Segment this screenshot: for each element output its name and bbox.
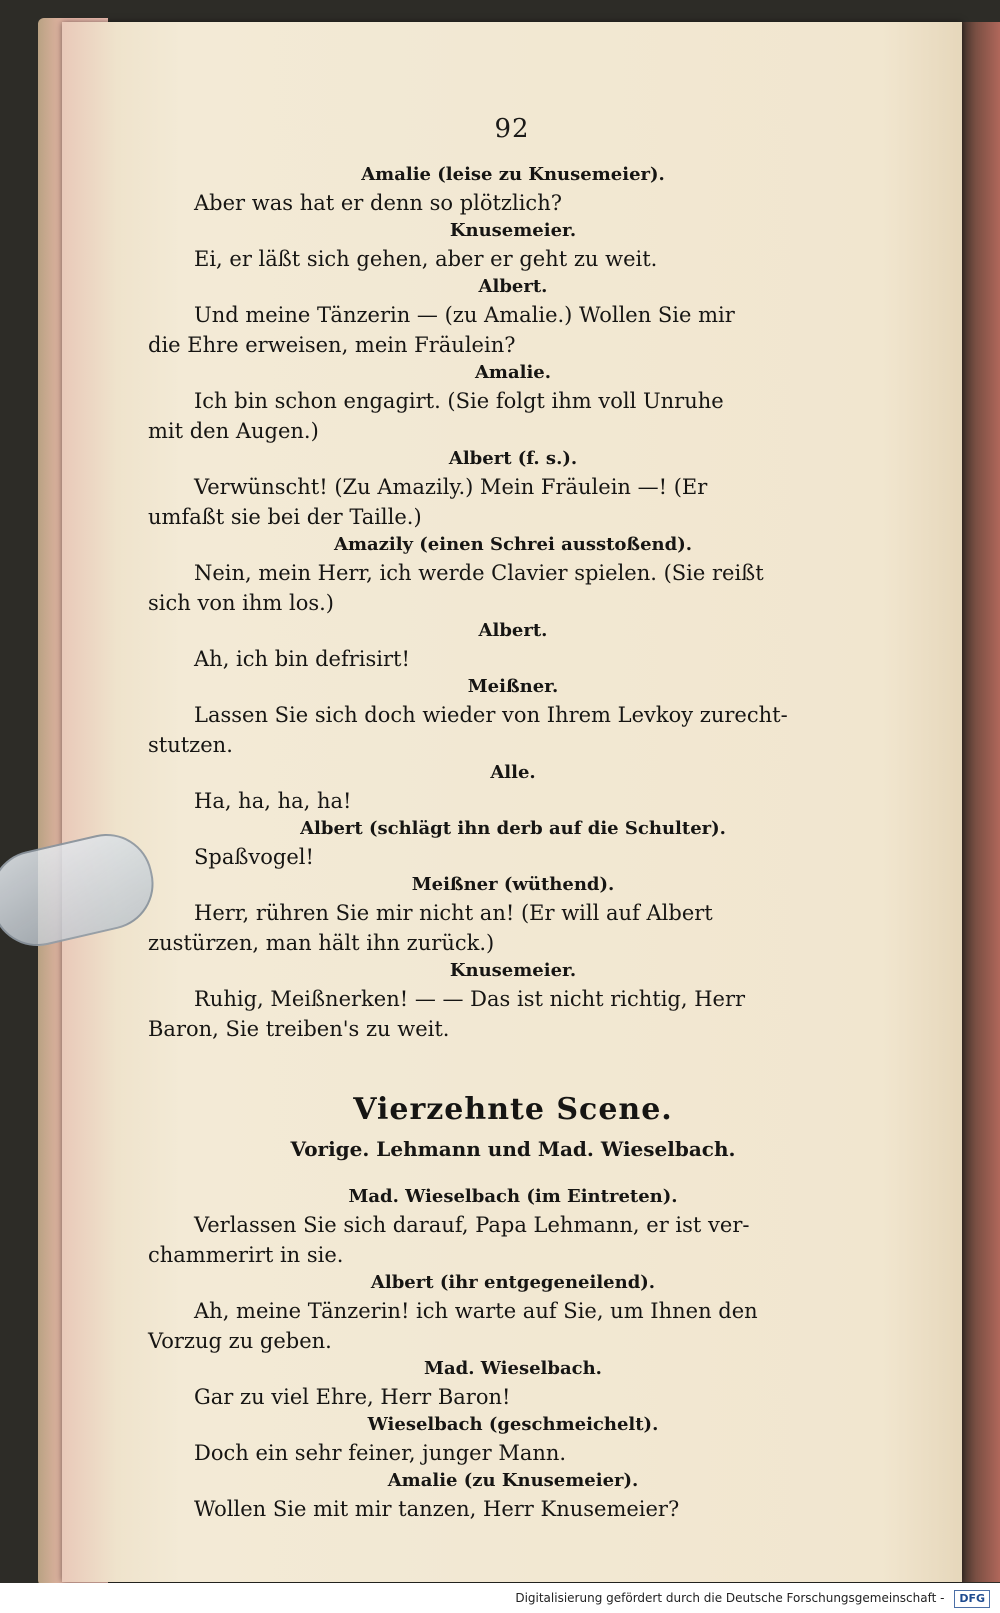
footer-bar	[0, 1583, 1000, 1613]
speaker-label: Meißner.	[467, 676, 559, 697]
speaker-label: Mad. Wieselbach.	[424, 1358, 602, 1379]
speaker-label: Wieselbach (geschmeichelt).	[367, 1414, 659, 1435]
text-line: Lassen Sie sich doch wieder von Ihrem Levkoy zurecht-	[194, 703, 788, 727]
footer-credit: Digitalisierung gefördert durch die Deutsche Forschungsgemeinschaft -	[515, 1591, 945, 1605]
text-line: Herr, rühren Sie mir nicht an! (Er will auf Albert	[194, 901, 713, 925]
text-line: mit den Augen.)	[148, 419, 319, 443]
scene-cast: Vorige. Lehmann und Mad. Wieselbach.	[290, 1137, 736, 1161]
page-text	[148, 162, 878, 1524]
dfg-logo: DFG	[954, 1590, 990, 1608]
text-line: Verlassen Sie sich darauf, Papa Lehmann, er ist ver-	[194, 1213, 750, 1237]
text-line: Aber was hat er denn so plötzlich?	[194, 191, 562, 215]
text-line: Spaßvogel!	[194, 845, 314, 869]
text-line: stutzen.	[148, 733, 233, 757]
text-line: Nein, mein Herr, ich werde Clavier spielen. (Sie reißt	[194, 561, 764, 585]
text-line: Ah, meine Tänzerin! ich warte auf Sie, um Ihnen den	[194, 1299, 758, 1323]
text-line: zustürzen, man hält ihn zurück.)	[148, 931, 495, 955]
text-line: Wollen Sie mit mir tanzen, Herr Knusemeier?	[194, 1497, 680, 1521]
text-line: chammerirt in sie.	[148, 1243, 344, 1267]
speaker-label: Amalie (leise zu Knusemeier).	[361, 164, 665, 185]
book-cover-edge	[960, 22, 1000, 1582]
text-line: Ha, ha, ha, ha!	[194, 789, 352, 813]
text-line: Ruhig, Meißnerken! — — Das ist nicht richtig, Herr	[194, 987, 746, 1011]
text-line: Vorzug zu geben.	[148, 1329, 332, 1353]
speaker-label: Albert (ihr entgegeneilend).	[370, 1272, 656, 1293]
text-line: Gar zu viel Ehre, Herr Baron!	[194, 1385, 511, 1409]
speaker-label: Amazily (einen Schrei ausstoßend).	[333, 534, 692, 555]
speaker-label: Albert.	[478, 276, 548, 297]
text-line: umfaßt sie bei der Taille.)	[148, 505, 422, 529]
speaker-label: Mad. Wieselbach (im Eintreten).	[348, 1186, 678, 1207]
speaker-label: Knusemeier.	[449, 220, 577, 241]
speaker-label: Albert (f. s.).	[448, 448, 578, 469]
speaker-label: Knusemeier.	[449, 960, 577, 981]
speaker-label: Albert.	[478, 620, 548, 641]
speaker-label: Alle.	[490, 762, 536, 783]
text-line: Ei, er läßt sich gehen, aber er geht zu weit.	[194, 247, 658, 271]
page-number: 92	[494, 114, 530, 144]
text-line: Ah, ich bin defrisirt!	[194, 647, 410, 671]
speaker-label: Meißner (wüthend).	[411, 874, 615, 895]
text-line: sich von ihm los.)	[148, 591, 334, 615]
text-line: die Ehre erweisen, mein Fräulein?	[148, 333, 516, 357]
text-line: Und meine Tänzerin — (zu Amalie.) Wollen Sie mir	[194, 303, 735, 327]
text-line: Ich bin schon engagirt. (Sie folgt ihm voll Unruhe	[194, 389, 724, 413]
text-line: Verwünscht! (Zu Amazily.) Mein Fräulein —! (Er	[194, 475, 708, 499]
text-line: Baron, Sie treiben's zu weit.	[148, 1017, 450, 1041]
speaker-label: Amalie (zu Knusemeier).	[387, 1470, 639, 1491]
text-line: Doch ein sehr feiner, junger Mann.	[194, 1441, 567, 1465]
speaker-label: Amalie.	[474, 362, 552, 383]
speaker-label: Albert (schlägt ihn derb auf die Schulter).	[300, 818, 726, 839]
scene-title: Vierzehnte Scene.	[353, 1092, 673, 1127]
